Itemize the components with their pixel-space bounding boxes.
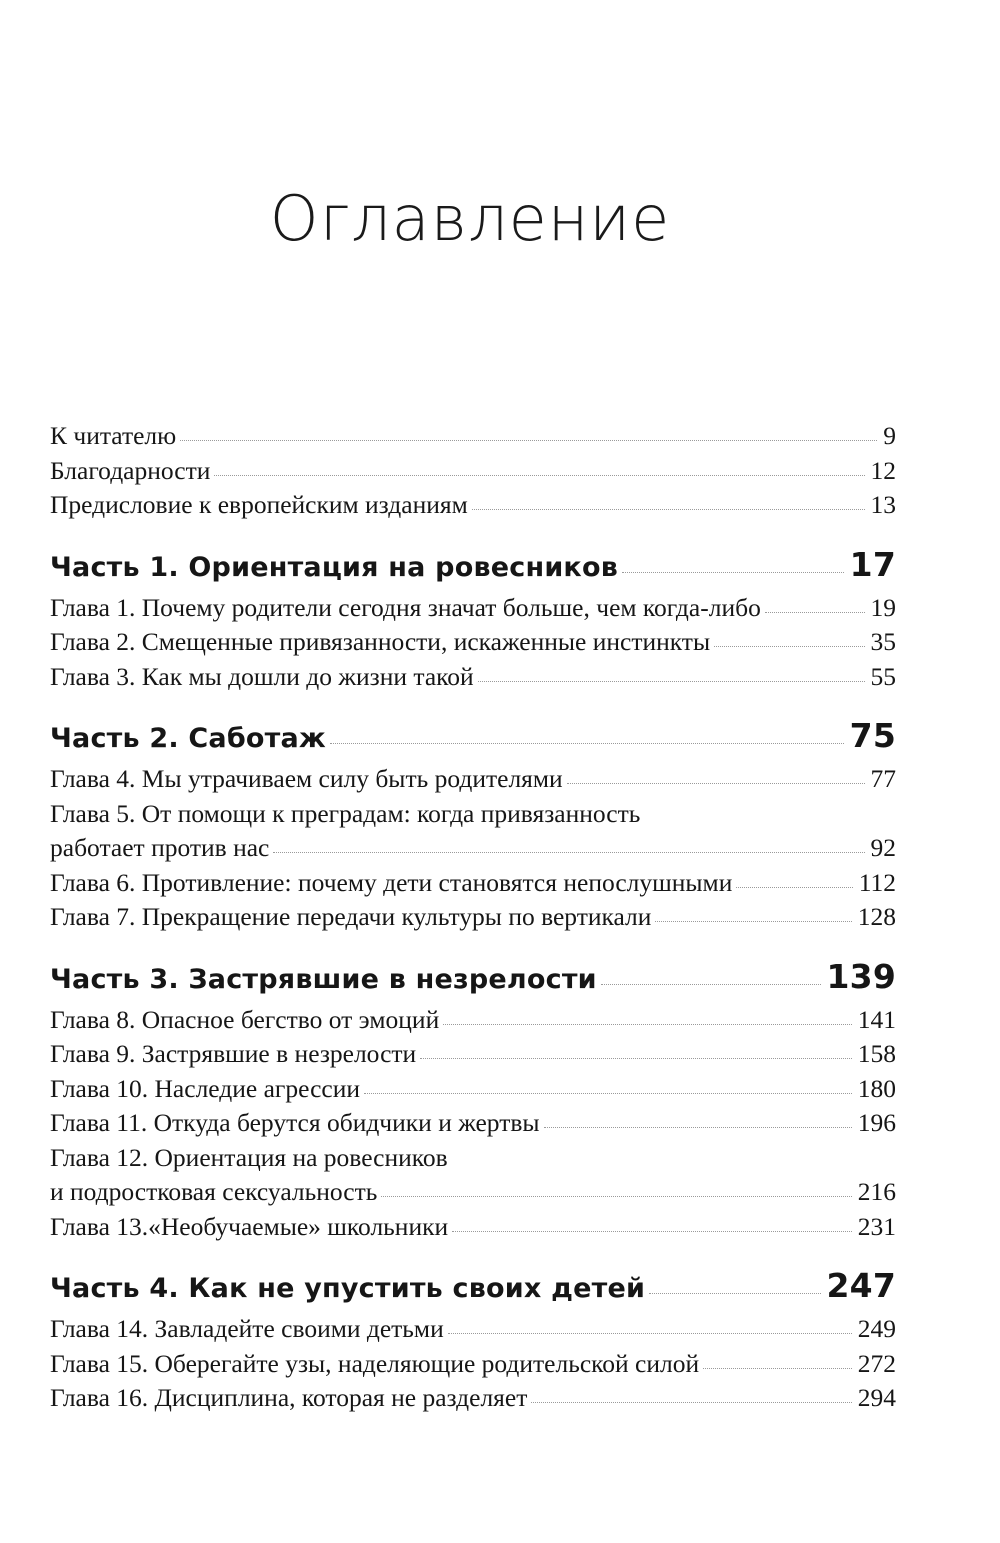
- part-page: 17: [849, 544, 896, 584]
- chapter-label: Глава 9. Застрявшие в незрелости: [50, 1039, 417, 1068]
- dot-leader: [531, 1402, 851, 1403]
- toc-chapter-10: [50, 1072, 896, 1107]
- chapter-page: 141: [857, 1004, 896, 1034]
- toc-chapter-13: [50, 1210, 896, 1245]
- toc-entry-page: 13: [870, 490, 896, 519]
- toc-entry-label: Предисловие к европейским изданиям: [50, 490, 468, 519]
- part-page: 247: [826, 1266, 896, 1305]
- toc-chapter-3: [50, 660, 896, 695]
- dot-leader: [478, 681, 865, 682]
- chapter-page: 196: [857, 1108, 896, 1137]
- chapter-page: 272: [857, 1348, 896, 1378]
- dot-leader: [601, 984, 821, 985]
- chapter-page: 112: [858, 867, 896, 897]
- dot-leader: [381, 1196, 851, 1197]
- chapter-label-line1: Глава 12. Ориентация на ровесников: [50, 1142, 448, 1172]
- chapter-label: Глава 11. Откуда берутся обидчики и жертвы: [50, 1108, 540, 1137]
- chapter-label-line1: Глава 5. От помощи к преградам: когда привязанность: [50, 798, 641, 828]
- chapter-page: 55: [870, 661, 896, 691]
- chapter-label: Глава 16. Дисциплина, которая не разделяет: [50, 1383, 528, 1412]
- dot-leader: [364, 1093, 852, 1094]
- chapter-page: 128: [857, 902, 896, 931]
- toc-entry-acknowledgements: [50, 454, 896, 489]
- toc-entry-label: Благодарности: [50, 455, 211, 485]
- chapter-label: Глава 8. Опасное бегство от эмоций: [50, 1004, 440, 1034]
- dot-leader: [649, 1293, 820, 1294]
- toc-chapter-7: [50, 900, 896, 935]
- dot-leader: [180, 440, 877, 441]
- chapter-page: 231: [857, 1211, 896, 1241]
- part-heading: Часть 2. Саботаж: [50, 723, 326, 754]
- dot-leader: [448, 1333, 852, 1334]
- dot-leader: [765, 612, 865, 613]
- chapter-page: 158: [857, 1039, 896, 1068]
- chapter-page: 77: [870, 764, 896, 793]
- chapter-page: 294: [857, 1383, 896, 1412]
- table-of-contents: [50, 419, 896, 1416]
- toc-entry-page: 9: [883, 421, 896, 450]
- part-page: 75: [849, 716, 896, 755]
- toc-chapter-14: [50, 1312, 896, 1347]
- toc-chapter-5: [50, 831, 896, 866]
- dot-leader: [622, 572, 844, 573]
- chapter-label: Глава 10. Наследие агрессии: [50, 1073, 360, 1103]
- dot-leader: [330, 743, 844, 744]
- toc-chapter-6: [50, 866, 896, 901]
- toc-entry-label: К читателю: [50, 421, 177, 450]
- dot-leader: [567, 783, 865, 784]
- chapter-label: Глава 6. Противление: почему дети становятся непослушными: [50, 867, 733, 897]
- chapter-page: 35: [870, 627, 896, 656]
- toc-chapter-8: [50, 1003, 896, 1038]
- toc-part-1: [50, 539, 896, 591]
- toc-chapter-16: [50, 1381, 896, 1416]
- chapter-label: работает против нас: [50, 833, 270, 862]
- part-heading: Часть 4. Как не упустить своих детей: [50, 1273, 646, 1304]
- chapter-label: и подростковая сексуальность: [50, 1177, 378, 1206]
- toc-chapter-15: [50, 1347, 896, 1382]
- chapter-page: 19: [870, 592, 896, 622]
- part-page: 139: [826, 956, 896, 996]
- part-heading: Часть 1. Ориентация на ровесников: [50, 551, 618, 583]
- toc-part-3: [50, 951, 896, 1003]
- toc-chapter-1: [50, 591, 896, 626]
- toc-chapter-9: [50, 1037, 896, 1072]
- dot-leader: [443, 1024, 852, 1025]
- chapter-label: Глава 15. Оберегайте узы, наделяющие родительской силой: [50, 1348, 700, 1378]
- toc-entry-to-reader: [50, 419, 896, 454]
- toc-chapter-11: [50, 1106, 896, 1141]
- toc-entry-page: 12: [870, 455, 896, 485]
- toc-chapter-2: [50, 625, 896, 660]
- chapter-label: Глава 3. Как мы дошли до жизни такой: [50, 661, 474, 691]
- dot-leader: [452, 1231, 852, 1232]
- chapter-label: Глава 4. Мы утрачиваем силу быть родителями: [50, 764, 563, 793]
- dot-leader: [544, 1127, 852, 1128]
- toc-part-2: [50, 710, 896, 762]
- chapter-page: 92: [870, 833, 896, 862]
- chapter-page: 216: [857, 1177, 896, 1206]
- chapter-page: 180: [857, 1073, 896, 1103]
- chapter-label: Глава 1. Почему родители сегодня значат больше, чем когда-либо: [50, 592, 761, 622]
- dot-leader: [214, 475, 864, 476]
- page-title: Оглавление: [269, 182, 671, 255]
- toc-part-4: [50, 1260, 896, 1312]
- chapter-label: Глава 2. Смещенные привязанности, искаженные инстинкты: [50, 627, 711, 656]
- toc-entry-preface: [50, 488, 896, 523]
- chapter-label: Глава 7. Прекращение передачи культуры по вертикали: [50, 902, 652, 931]
- dot-leader: [655, 921, 851, 922]
- chapter-label: Глава 14. Завладейте своими детьми: [50, 1314, 444, 1343]
- dot-leader: [703, 1368, 852, 1369]
- toc-chapter-4: [50, 762, 896, 797]
- dot-leader: [736, 887, 852, 888]
- dot-leader: [472, 509, 865, 510]
- toc-chapter-12: [50, 1175, 896, 1210]
- dot-leader: [420, 1058, 852, 1059]
- dot-leader: [273, 852, 864, 853]
- chapter-page: 249: [857, 1314, 896, 1343]
- chapter-label: Глава 13.«Необучаемые» школьники: [50, 1211, 449, 1241]
- part-heading: Часть 3. Застрявшие в незрелости: [50, 963, 597, 995]
- dot-leader: [714, 646, 864, 647]
